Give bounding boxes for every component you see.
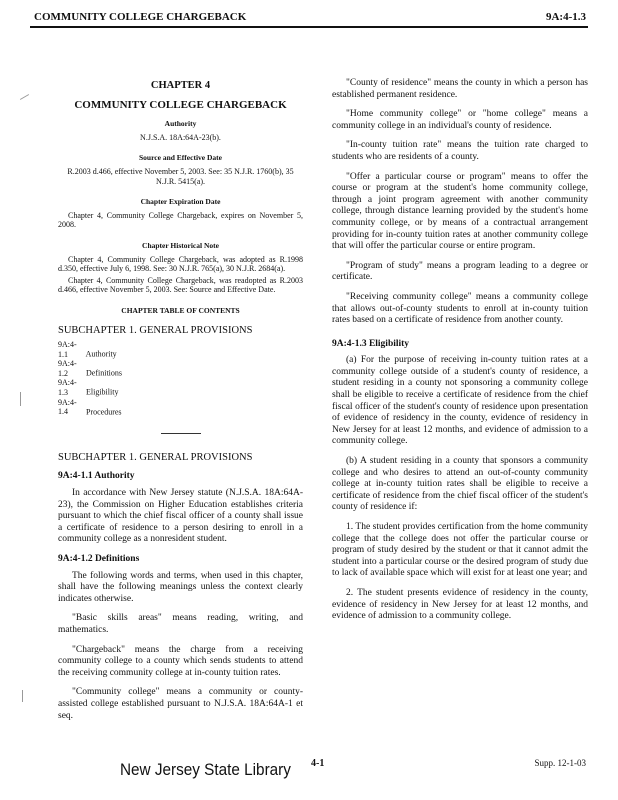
header-title: COMMUNITY COLLEGE CHARGEBACK [34, 11, 247, 23]
margin-mark [20, 94, 29, 100]
toc-item-title: Procedures [86, 407, 122, 417]
eligibility-item-1: 1. The student provides certification from the home community college that the college does not offer the particular course or program of study desired by the student or that it cannot admit the student into a particular course or the desired program of study due to lack of available space which will exist for at least one year; and [332, 522, 588, 579]
page-footer [0, 758, 618, 788]
chapter-number: CHAPTER 4 [150, 80, 211, 91]
definition-basic-skills: "Basic skills areas" means reading, writing, and mathematics. [58, 613, 303, 635]
toc-item[interactable] [58, 340, 303, 359]
historical-note-2: Chapter 4, Community College Chargeback, was readopted as R.2003 d.466, effective November 5, 2003. See: Source and Effective Date. [58, 275, 303, 295]
supplement-date: Supp. 12-1-03 [534, 758, 586, 768]
expiration-heading: Chapter Expiration Date [140, 197, 221, 207]
historical-heading: Chapter Historical Note [142, 240, 219, 250]
expiration-text: Chapter 4, Community College Chargeback, expires on November 5, 2008. [58, 210, 303, 230]
eligibility-paragraph-b: (b) A student residing in a county that sponsors a community college and who desires to attend an out-of-county community college at in-county tuition rates shall be eligible to receive a certificate of residence from the chief fiscal officer of the student's county of residence if: [332, 456, 588, 513]
section-divider [161, 433, 201, 434]
section-heading-authority: 9A:4-1.1 Authority [58, 471, 135, 482]
toc-item-number: 9A:4-1.1 [58, 340, 77, 359]
definition-in-county-rate: "In-county tuition rate" means the tuition rate charged to students who are residents of a county. [332, 140, 588, 162]
toc-item[interactable] [58, 359, 303, 378]
source-text: R.2003 d.466, effective November 5, 2003. See: 35 N.J.R. 1760(b), 35 N.J.R. 5415(a). [67, 166, 294, 186]
historical-note-1: Chapter 4, Community College Chargeback, was adopted as R.1998 d.350, effective July 6, 1998. See: 30 N.J.R. 765(a), 30 N.J.R. 2684(a). [58, 254, 303, 274]
definition-community-college: "Community college" means a community or county-assisted college established pursuant to N.J.S.A. 18A:64A-1 et seq. [58, 687, 303, 721]
definition-offer-program: "Offer a particular course or program" means to offer the course or program at the student's home community college, through a joint program agreement with another community college, through distance learning provided by the student's home community college, or by means of a contractual arrangement providing for in-county tuition rates at another community college that will offer the particular course or entire program. [332, 171, 588, 252]
toc-item[interactable] [58, 378, 303, 397]
margin-mark [22, 690, 23, 702]
authority-citation: N.J.S.A. 18A:64A-23(b). [140, 132, 221, 142]
running-header [30, 8, 588, 28]
toc-item-number: 9A:4-1.3 [58, 378, 77, 398]
right-column [332, 78, 588, 631]
eligibility-item-2: 2. The student presents evidence of residency in the county, evidence of residency in New Jersey for at least 12 months, and evidence of admission to a community college. [332, 587, 588, 622]
authority-heading: Authority [164, 119, 197, 129]
toc-item-title: Definitions [86, 368, 122, 378]
section-heading-definitions: 9A:4-1.2 Definitions [58, 554, 140, 564]
definition-program-of-study: "Program of study" means a program leading to a degree or certificate. [332, 260, 588, 283]
toc-item-title: Authority [85, 349, 117, 359]
section-heading-eligibility: 9A:4-1.3 Eligibility [332, 338, 410, 349]
library-stamp: New Jersey State Library [120, 760, 291, 779]
source-heading: Source and Effective Date [139, 153, 222, 163]
margin-mark [20, 392, 21, 406]
toc-item-title: Eligibility [86, 388, 119, 398]
toc-subchapter: SUBCHAPTER 1. GENERAL PROVISIONS [58, 324, 253, 336]
chapter-title: COMMUNITY COLLEGE CHARGEBACK [74, 98, 287, 111]
toc-item[interactable] [58, 398, 303, 417]
eligibility-paragraph-a: (a) For the purpose of receiving in-county tuition rates at a community college outside of a student's county of residence, a student residing in a county not sponsoring a community college shall be eligible to receive a certificate of residence from the chief fiscal officer of the student's county of residence upon presentation of evidence of residency in the county, evidence of residency in New Jersey for at least 12 months, and evidence of admission to a community college. [332, 355, 588, 447]
header-section-number: 9A:4-1.3 [545, 11, 586, 23]
definition-county-of-residence: "County of residence" means the county in which a person has established permanent residence. [332, 78, 588, 100]
definition-chargeback: "Chargeback" means the charge from a receiving community college to a county which sends students to attend the receiving community college at in-county tuition rates. [58, 644, 303, 678]
subchapter-heading: SUBCHAPTER 1. GENERAL PROVISIONS [58, 451, 253, 463]
definitions-intro: The following words and terms, when used in this chapter, shall have the following meanings unless the context clearly indicates otherwise. [58, 570, 303, 604]
toc-heading: CHAPTER TABLE OF CONTENTS [121, 305, 240, 315]
authority-paragraph: In accordance with New Jersey statute (N.J.S.A. 18A:64A-23), the Commission on Higher Education establishes criteria pursuant to which the chief fiscal officer of a county shall issue a certificate of residence to a person desiring to enroll in a community college as a nonresident student. [58, 488, 303, 545]
left-column [58, 78, 303, 730]
definition-receiving-college: "Receiving community college" means a community college that allows out-of-county students to enroll at in-county tuition rates based on a certificate of residence from another county. [332, 291, 588, 326]
definition-home-college: "Home community college" or "home college" means a community college in an individual's county of residence. [332, 109, 588, 131]
toc-item-number: 9A:4-1.4 [58, 397, 77, 417]
page-number: 4-1 [311, 758, 325, 769]
toc-item-number: 9A:4-1.2 [58, 359, 77, 378]
